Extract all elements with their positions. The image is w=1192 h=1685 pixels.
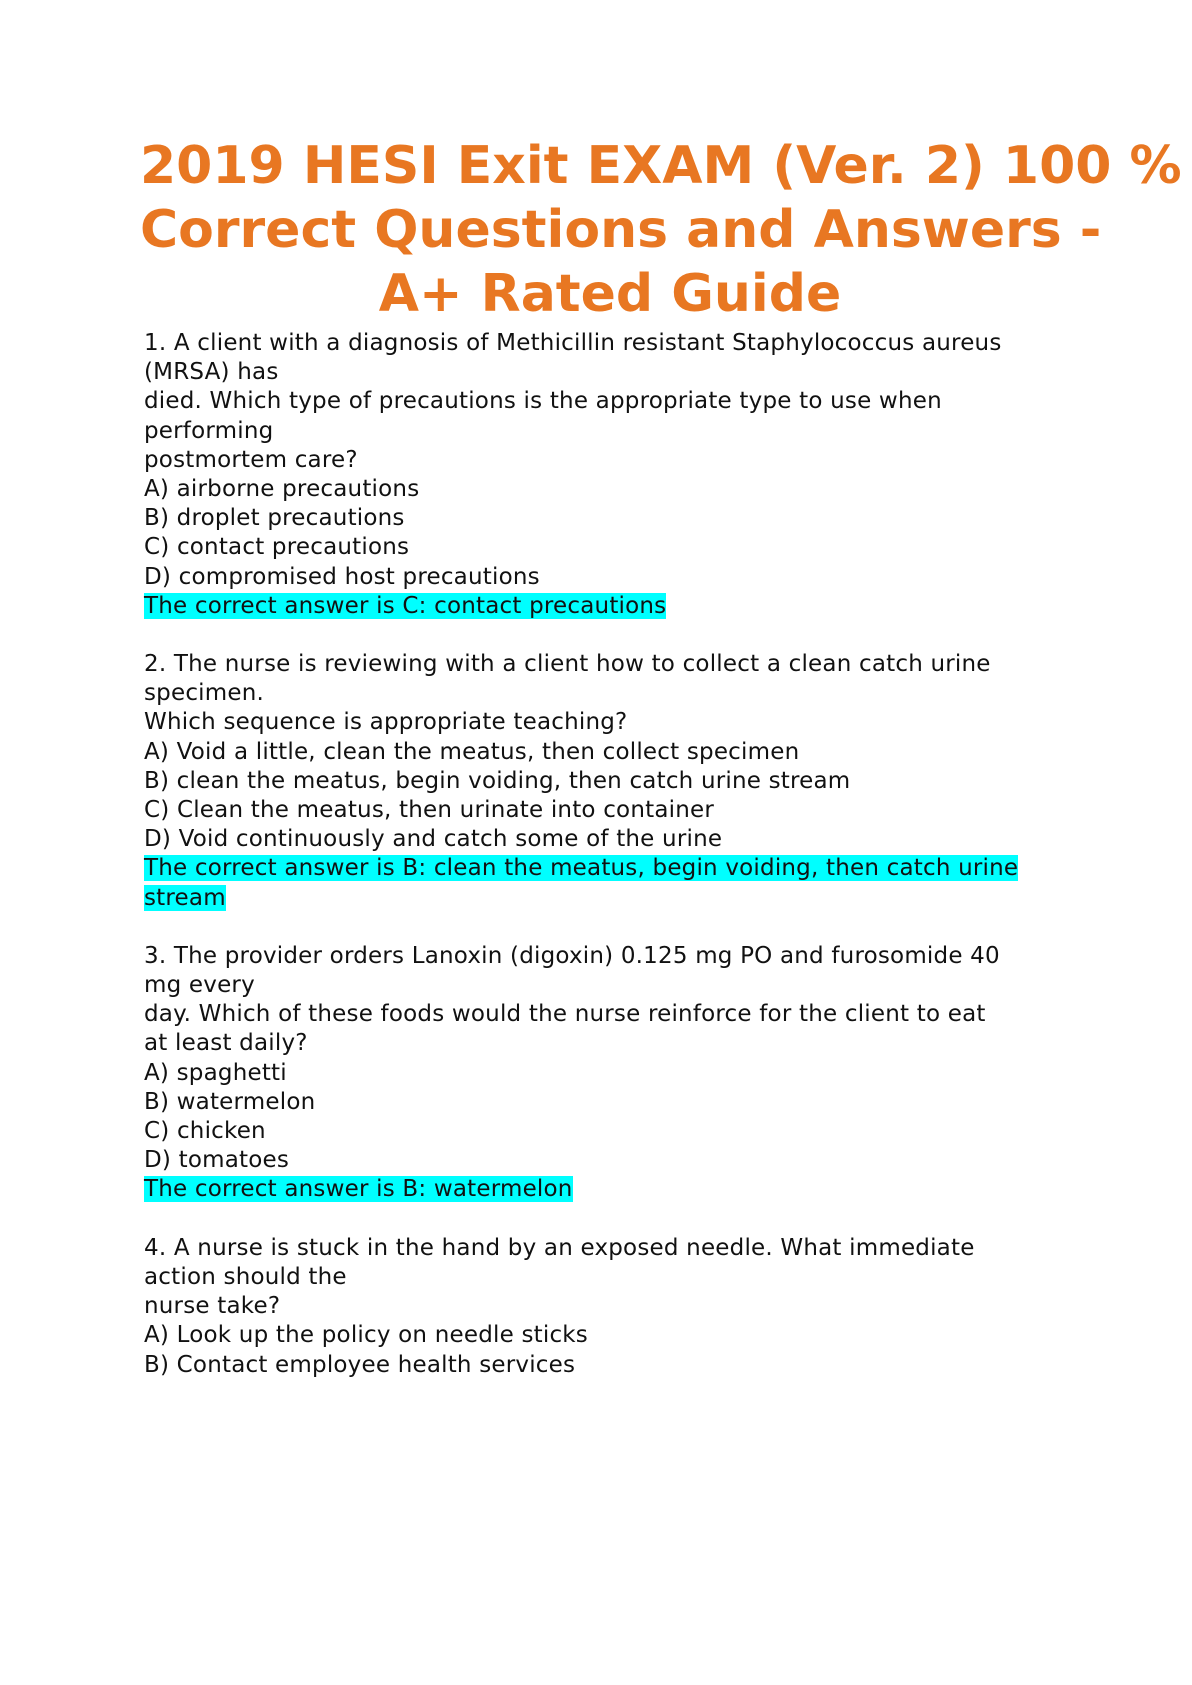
question-stem-line: performing: [144, 417, 274, 444]
correct-answer-highlight: The correct answer is C: contact precautions: [144, 592, 667, 619]
correct-answer-line: [144, 1175, 1084, 1204]
question-1: [144, 329, 1084, 621]
answer-option: A) Void a little, clean the meatus, then collect specimen: [144, 738, 800, 765]
correct-answer-highlight: The correct answer is B: watermelon: [144, 1176, 573, 1203]
question-stem-line: postmortem care?: [144, 446, 358, 473]
correct-answer-line: [144, 854, 1084, 883]
answer-option: A) airborne precautions: [144, 476, 420, 503]
question-stem-line: 2. The nurse is reviewing with a client how to collect a clean catch urine: [144, 651, 991, 678]
question-2: [144, 650, 1084, 913]
answer-option: A) Look up the policy on needle sticks: [144, 1322, 588, 1349]
answer-option: C) Clean the meatus, then urinate into container: [144, 797, 714, 824]
question-stem-line: nurse take?: [144, 1293, 281, 1320]
question-stem-line: 4. A nurse is stuck in the hand by an exposed needle. What immediate: [144, 1234, 975, 1261]
questions-list: [144, 329, 1084, 1409]
answer-option: B) Contact employee health services: [144, 1351, 576, 1378]
answer-option: B) droplet precautions: [144, 505, 405, 532]
correct-answer-highlight: The correct answer is B: clean the meatus, begin voiding, then catch urine: [144, 855, 1019, 882]
question-3: [144, 942, 1084, 1205]
question-stem-line: Which sequence is appropriate teaching?: [144, 709, 628, 736]
answer-option: D) compromised host precautions: [144, 563, 540, 590]
question-stem-line: action should the: [144, 1263, 347, 1290]
answer-option: A) spaghetti: [144, 1059, 287, 1086]
question-stem-line: (MRSA) has: [144, 359, 279, 386]
answer-option: B) clean the meatus, begin voiding, then catch urine stream: [144, 767, 851, 794]
question-4: [144, 1234, 1084, 1380]
answer-option: C) chicken: [144, 1118, 266, 1145]
question-stem-line: 3. The provider orders Lanoxin (digoxin) 0.125 mg PO and furosomide 40: [144, 942, 1000, 969]
correct-answer-line: [144, 592, 1084, 621]
title-line: 2019 HESI Exit EXAM (Ver. 2) 100 %: [140, 136, 1182, 196]
question-stem-line: day. Which of these foods would the nurse reinforce for the client to eat: [144, 1001, 986, 1028]
question-stem-line: specimen.: [144, 680, 265, 707]
correct-answer-line: [144, 884, 1084, 913]
question-stem-line: mg every: [144, 972, 255, 999]
title-line: Correct Questions and Answers -: [140, 200, 1102, 260]
answer-option: D) Void continuously and catch some of the urine: [144, 826, 723, 853]
answer-option: D) tomatoes: [144, 1147, 290, 1174]
document-title: [140, 134, 1182, 326]
title-line: A+ Rated Guide: [378, 264, 842, 324]
question-stem-line: 1. A client with a diagnosis of Methicillin resistant Staphylococcus aureus: [144, 330, 1002, 356]
correct-answer-highlight: stream: [144, 884, 226, 911]
question-stem-line: at least daily?: [144, 1030, 308, 1057]
answer-option: B) watermelon: [144, 1088, 316, 1115]
answer-option: C) contact precautions: [144, 534, 410, 561]
question-stem-line: died. Which type of precautions is the appropriate type to use when: [144, 388, 942, 415]
